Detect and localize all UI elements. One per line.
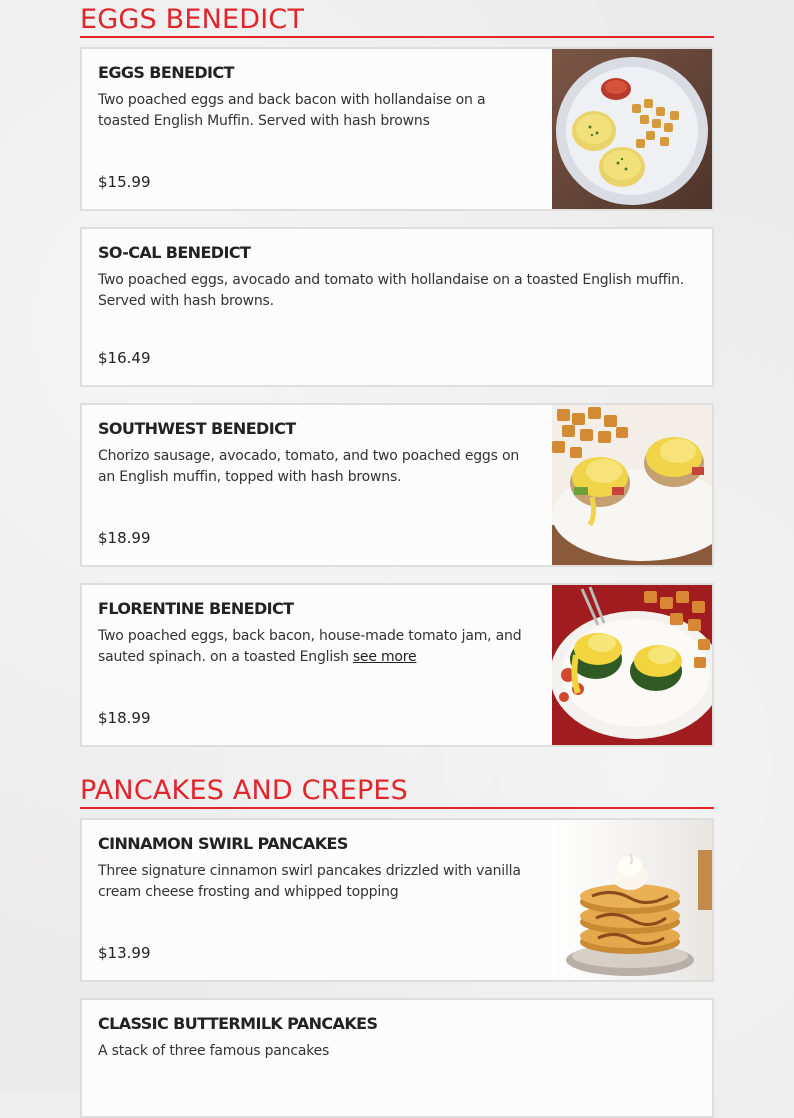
menu-item-description [98,626,536,668]
menu-item-name: SO-CAL BENEDICT [98,243,251,262]
section-title: EGGS BENEDICT [80,0,714,38]
eggs-benedict-photo[interactable] [552,49,712,209]
florentine-benedict-photo[interactable] [552,585,712,745]
menu-item-name: FLORENTINE BENEDICT [98,599,294,618]
menu-item-price: $13.99 [98,944,151,962]
menu-item-price: $18.99 [98,529,151,547]
eggs-benedict-image [552,49,712,209]
menu-item-cinnamon-swirl-pancakes[interactable] [80,818,714,982]
menu-item-price: $16.49 [98,349,151,367]
menu-item-name: SOUTHWEST BENEDICT [98,419,296,438]
cinnamon-pancakes-image [552,820,712,980]
menu-item-text [98,599,536,668]
cinnamon-pancakes-photo[interactable] [552,820,712,980]
menu-item-text [98,419,536,488]
menu-item-florentine-benedict[interactable] [80,583,714,747]
menu-item-so-cal-benedict[interactable] [80,227,714,387]
section-pancakes-and-crepes [80,771,714,1118]
section-title: PANCAKES AND CREPES [80,771,714,809]
menu-content [80,0,714,1118]
menu-item-classic-buttermilk-pancakes[interactable] [80,998,714,1118]
menu-item-description: Chorizo sausage, avocado, tomato, and two poached eggs on an English muffin, topped with hash browns. [98,448,519,485]
menu-item-text [98,243,696,312]
southwest-benedict-image [552,405,712,565]
southwest-benedict-photo[interactable] [552,405,712,565]
menu-item-price: $15.99 [98,173,151,191]
menu-item-description: Two poached eggs, avocado and tomato with hollandaise on a toasted English muffin. Served with hash browns. [98,272,685,309]
menu-item-southwest-benedict[interactable] [80,403,714,567]
menu-item-description: A stack of three famous pancakes [98,1043,330,1059]
see-more-link[interactable]: see more [352,649,417,665]
menu-item-name: CLASSIC BUTTERMILK PANCAKES [98,1014,378,1033]
menu-item-description: Two poached eggs and back bacon with hollandaise on a toasted English Muffin. Served with hash browns [98,92,486,129]
menu-item-price: $18.99 [98,709,151,727]
menu-item-description-text: Two poached eggs, back bacon, house-made tomato jam, and sauted spinach. on a toasted English [98,628,522,665]
florentine-benedict-image [552,585,712,745]
menu-item-name: CINNAMON SWIRL PANCAKES [98,834,348,853]
menu-item-eggs-benedict[interactable] [80,47,714,211]
menu-item-text [98,63,536,132]
section-eggs-benedict [80,0,714,747]
menu-item-text [98,834,536,903]
menu-item-text [98,1014,696,1062]
menu-item-description: Three signature cinnamon swirl pancakes drizzled with vanilla cream cheese frosting and whipped topping [98,863,521,900]
menu-item-name: EGGS BENEDICT [98,63,234,82]
